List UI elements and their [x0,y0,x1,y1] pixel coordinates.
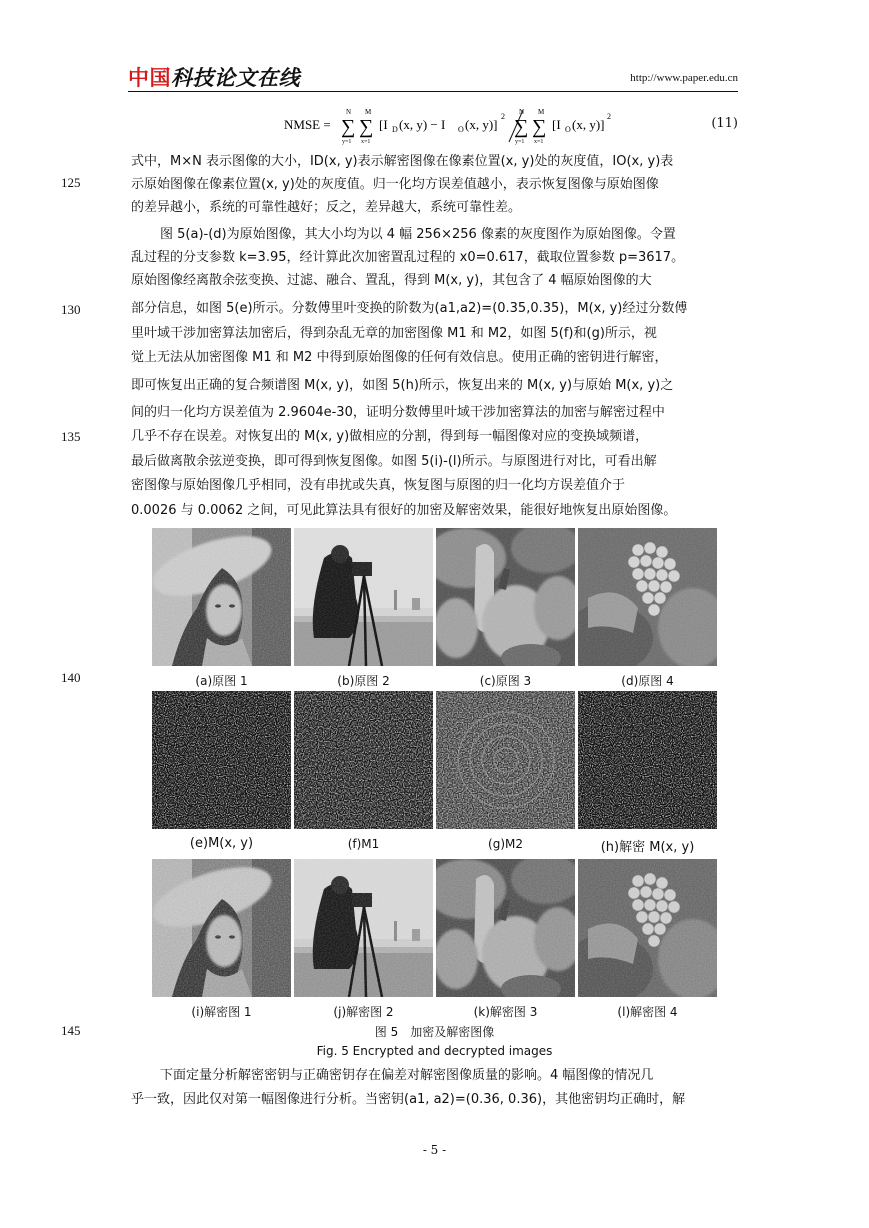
image-encrypted-m2 [436,691,575,829]
text-line: 最后做离散余弦逆变换，即可得到恢复图像。如图 5(i)-(l)所示。与原图进行对比，可看出解 [131,454,657,469]
eq-sum-upper-y: N [346,108,352,116]
page-number: - 5 - [422,1143,447,1157]
line-number: 130 [61,302,81,317]
nmse-equation-svg [128,108,738,148]
eq-sum2-upper-y: N [519,108,525,116]
figure-caption: (f)M1 [347,837,380,851]
line-number: 135 [61,429,81,444]
image-peppers-original [436,528,575,666]
nmse-equation [128,108,738,144]
image-grapes-decrypted [578,859,717,997]
text-line: 间的归一化均方误差值为 2.9604e-30，证明分数傅里叶域干涉加密算法的加密与解密过程中 [131,405,665,420]
eq-lhs: NMSE = [284,117,331,132]
eq-sum-lower-y: y=1 [342,139,352,145]
sum-symbol-1: ∑ [341,116,356,138]
line-number: 145 [61,1023,81,1038]
eq-num-sub-o: O [458,125,464,134]
text-line: 下面定量分析解密密钥与正确密钥存在偏差对解密图像质量的影响。4 幅图像的情况几 [160,1068,654,1083]
sum-symbol-2: ∑ [359,116,374,138]
text-line: 示原始图像在像素位置(x, y)处的灰度值。归一化均方误差值越小，表示恢复图像与原始图像 [131,177,659,192]
eq-num-sub-d: D [392,125,398,134]
figure-caption: (c)原图 3 [479,674,532,688]
eq-sum-lower-x: x=1 [361,139,371,145]
eq-sum-upper-x: M [365,108,372,116]
logo-black-text: 科技论文在线 [171,66,300,90]
image-lena-decrypted [152,859,291,997]
figure-caption: (a)原图 1 [195,674,248,688]
figure-caption: (l)解密图 4 [617,1005,678,1019]
image-lena-original [152,528,291,666]
eq-num-power: 2 [501,112,505,121]
logo-red-text: 中国 [128,66,171,90]
text-line: 觉上无法从加密图像 M1 和 M2 中得到原始图像的任何有效信息。使用正确的密钥进行解密， [131,350,668,365]
eq-den-tail: (x, y)] [572,117,605,132]
text-line: 原始图像经离散余弦变换、过滤、融合、置乱，得到 M(x, y)，其包含了 4 幅原始图像的大 [131,273,652,288]
eq-den-body: [I [552,117,561,132]
journal-logo [128,62,300,92]
figure-title-cn: 图 5 加密及解密图像 [374,1025,495,1039]
image-decrypted-spectrum [578,691,717,829]
header-url: http://www.paper.edu.cn [630,72,738,84]
image-cameraman-original [294,528,433,666]
image-encrypted-m1 [294,691,433,829]
line-number: 125 [61,175,81,190]
eq-num-tail: (x, y)] [465,117,498,132]
eq-den-power: 2 [607,112,611,121]
text-line: 里叶域干涉加密算法加密后，得到杂乱无章的加密图像 M1 和 M2，如图 5(f)和(g)所示，视 [131,326,657,341]
text-line: 式中，M×N 表示图像的大小，ID(x, y)表示解密图像在像素位置(x, y)处的灰度值，IO(x, y)表 [131,154,674,169]
sum-symbol-4: ∑ [532,116,547,138]
sum-symbol-3: ∑ [514,116,529,138]
figure-caption: (h)解密 M(x, y) [600,840,695,855]
text-line: 乱过程的分支参数 k=3.95，经计算此次加密置乱过程的 x0=0.617，截取位置参数 p=3617。 [131,250,685,265]
figure-title-en: Fig. 5 Encrypted and decrypted images [316,1044,553,1058]
image-composite-spectrum [152,691,291,829]
text-line: 即可恢复出正确的复合频谱图 M(x, y)，如图 5(h)所示，恢复出来的 M(x, y)与原始 M(x, y)之 [131,378,674,393]
text-line: 0.0026 与 0.0062 之间，可见此算法具有很好的加密及解密效果，能很好地恢复出原始图像。 [131,503,677,518]
eq-sum2-lower-x: x=1 [534,139,544,145]
equation-number: (11) [711,116,738,131]
text-line: 部分信息，如图 5(e)所示。分数傅里叶变换的阶数为(a1,a2)=(0.35,0.35)，M(x, y)经过分数傅 [131,301,688,316]
text-line: 图 5(a)-(d)为原始图像，其大小均为以 4 幅 256×256 像素的灰度图作为原始图像。令置 [160,227,676,242]
text-line: 乎一致，因此仅对第一幅图像进行分析。当密钥(a1, a2)=(0.36, 0.36)，其他密钥均正确时，解 [131,1092,686,1107]
figure-caption: (e)M(x, y) [189,836,254,851]
header-rule [128,91,738,92]
figure-caption: (g)M2 [488,837,523,851]
line-number: 140 [61,670,81,685]
text-line: 密图像与原始图像几乎相同，没有串扰或失真，恢复图与原图的归一化均方误差值介于 [131,478,626,493]
figure-caption: (j)解密图 2 [333,1005,394,1019]
text-line: 的差异越小，系统的可靠性越好；反之，差异越大，系统可靠性差。 [131,200,522,215]
eq-num-mid: (x, y) − I [399,117,446,132]
image-grapes-original [578,528,717,666]
eq-sum2-lower-y: y=1 [515,139,525,145]
figure-caption: (k)解密图 3 [473,1005,538,1019]
text-line: 几乎不存在误差。对恢复出的 M(x, y)做相应的分割，得到每一幅图像对应的变换域频谱， [131,429,649,444]
image-peppers-decrypted [436,859,575,997]
eq-den-sub-o: O [565,125,571,134]
figure-caption: (d)原图 4 [621,674,674,688]
eq-sum2-upper-x: M [538,108,545,116]
figure-caption: (i)解密图 1 [191,1005,252,1019]
figure-caption: (b)原图 2 [337,674,390,688]
image-cameraman-decrypted [294,859,433,997]
eq-num-body: [I [379,117,388,132]
